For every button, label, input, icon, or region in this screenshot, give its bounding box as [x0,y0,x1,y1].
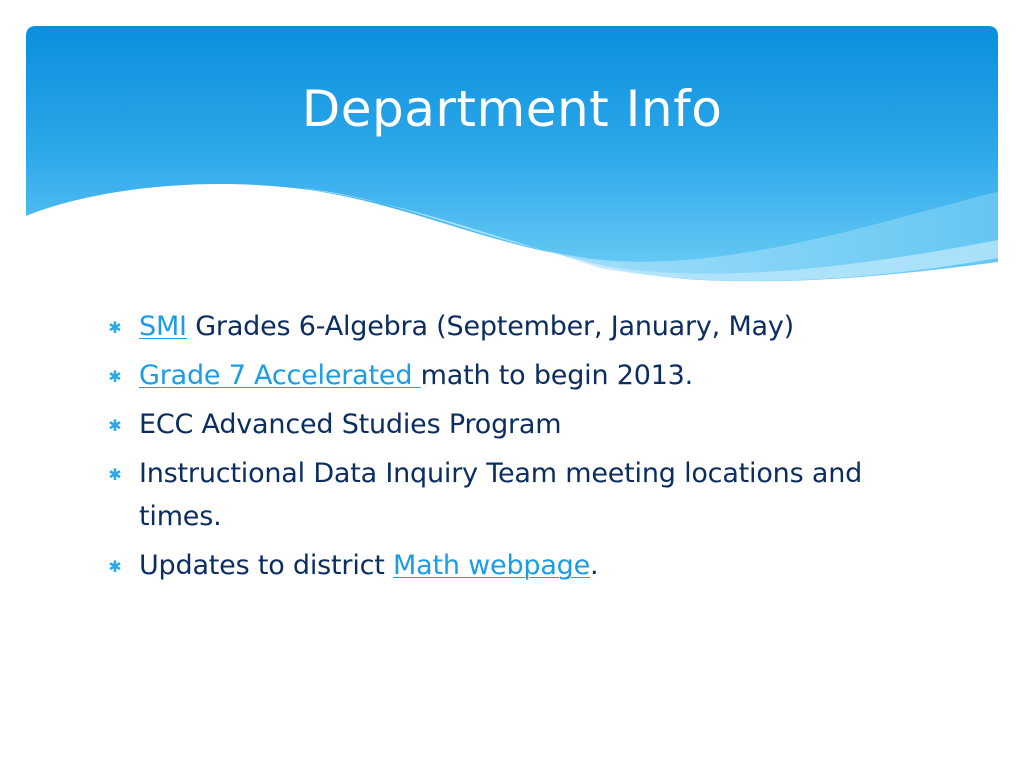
list-item-label: Updates to district [139,550,394,581]
list-item [108,354,938,397]
header-wave-background [0,0,1024,290]
list-item-text [139,550,598,581]
list-item-label: ECC Advanced Studies Program [139,409,562,440]
bullet-list [108,305,938,593]
list-item-label: math to begin 2013. [420,360,694,391]
list-item-text [139,311,794,342]
math-webpage-link[interactable]: Math webpage [393,550,591,581]
list-item-label: Grades 6-Algebra (September, January, May) [186,311,794,342]
asterisk-icon: ✱ [108,416,122,435]
asterisk-icon: ✱ [108,367,122,386]
smi-link[interactable]: SMI [139,311,187,342]
asterisk-icon: ✱ [108,465,122,484]
list-item [108,452,938,538]
asterisk-icon: ✱ [108,318,122,337]
asterisk-icon: ✱ [108,557,122,576]
list-item-text [139,360,693,391]
list-item-label: Instructional Data Inquiry Team meeting locations and times. [139,458,863,532]
list-item [108,305,938,348]
list-item [108,544,938,587]
list-item [108,403,938,446]
list-item-suffix: . [590,550,599,581]
grade-7-accelerated-link[interactable]: Grade 7 Accelerated [139,360,421,391]
slide-title: Department Info [301,80,723,138]
